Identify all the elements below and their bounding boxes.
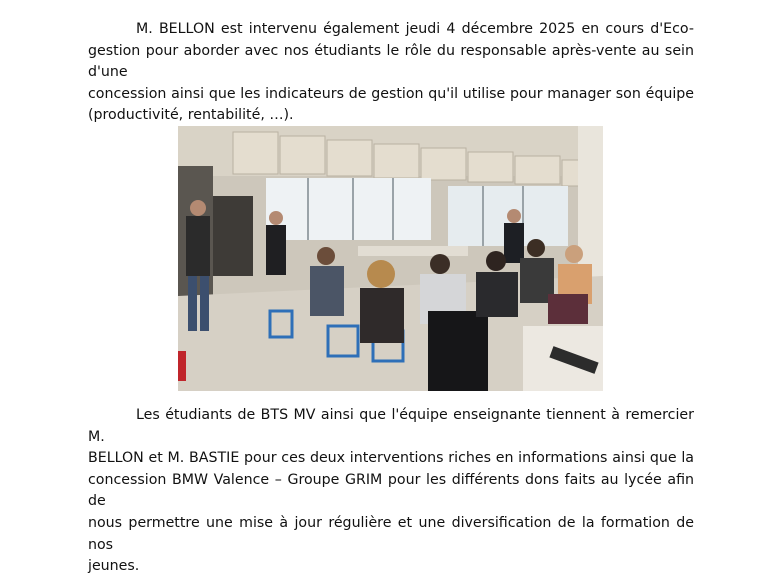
thanks-line-3: concession BMW Valence – Groupe GRIM pour les différents dons faits au lycée afin de [88,471,694,510]
intro-line-1: M. BELLON est intervenu également jeudi 4 décembre 2025 en cours d'Eco- [136,21,694,37]
thanks-line-4: nous permettre une mise à jour régulière et une diversification de la formation de nos [88,514,694,553]
intro-line-3: concession ainsi que les indicateurs de gestion qu'il utilise pour manager son équipe [88,85,694,102]
thanks-line-1: Les étudiants de BTS MV ainsi que l'équipe enseignante tiennent à remercier M. [88,407,694,445]
thanks-line-2: BELLON et M. BASTIE pour ces deux interventions riches en informations ainsi que la [88,450,694,467]
classroom-photo [178,126,603,391]
thanks-paragraph [88,405,694,578]
intro-line-2: gestion pour aborder avec nos étudiants le rôle du responsable après-vente au sein d'une [88,42,694,81]
classroom-photo-illustration [178,126,603,391]
intro-paragraph [88,19,694,127]
intro-line-4: (productivité, rentabilité, …). [88,107,294,124]
thanks-line-5: jeunes. [88,558,140,575]
